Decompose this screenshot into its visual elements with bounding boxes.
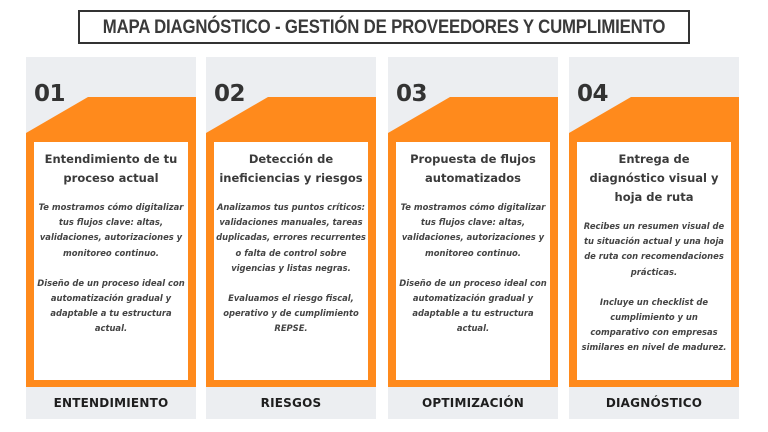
step-label: ENTENDIMIENTO <box>53 396 169 410</box>
step-heading: Entendimiento de tu proceso actual <box>44 152 178 185</box>
step-number: 01 <box>34 81 66 107</box>
step-paragraph: Recibes un resumen visual de tu situación actual y una hoja de ruta con recomendaciones prácticas. <box>583 221 725 277</box>
step-paragraph: Diseño de un proceso ideal con automatización gradual y adaptable a tu estructura actual. <box>399 277 547 334</box>
step-paragraph: Incluye un checklist de cumplimiento y un comparativo con empresas similares en nivel de madurez. <box>581 296 727 353</box>
title-box <box>78 10 690 44</box>
step-column-2 <box>206 57 376 419</box>
step-paragraph: Te mostramos cómo digitalizar tus flujos clave: altas, validaciones, autorizaciones y monitoreo continuo. <box>38 202 184 258</box>
step-heading: Detección de ineficiencias y riesgos <box>219 152 363 185</box>
page-title: MAPA DIAGNÓSTICO - GESTIÓN DE PROVEEDORES Y CUMPLIMIENTO <box>102 15 666 38</box>
step-column-4 <box>569 57 739 419</box>
step-label: RIESGOS <box>260 396 322 410</box>
step-card <box>396 142 550 380</box>
step-card <box>214 142 368 380</box>
step-label: OPTIMIZACIÓN <box>422 396 524 410</box>
step-number: 04 <box>577 81 609 107</box>
step-paragraph: Analizamos tus puntos críticos: validaciones manuales, tareas duplicadas, errores recurrentes o falta de control sobre vigencias y listas negras. <box>216 202 366 273</box>
step-paragraph: Evaluamos el riesgo fiscal, operativo y de cumplimiento REPSE. <box>223 293 359 334</box>
step-number: 02 <box>214 81 246 107</box>
step-paragraph: Te mostramos cómo digitalizar tus flujos clave: altas, validaciones, autorizaciones y monitoreo continuo. <box>400 202 546 258</box>
step-label: DIAGNÓSTICO <box>605 396 703 410</box>
step-card <box>34 142 188 380</box>
step-heading: Propuesta de flujos automatizados <box>410 152 536 185</box>
step-column-1 <box>26 57 196 419</box>
step-paragraph: Diseño de un proceso ideal con automatización gradual y adaptable a tu estructura actual. <box>37 277 185 334</box>
step-column-3 <box>388 57 558 419</box>
step-number: 03 <box>396 81 428 107</box>
step-card <box>577 142 731 380</box>
step-heading: Entrega de diagnóstico visual y hoja de ruta <box>589 152 719 204</box>
